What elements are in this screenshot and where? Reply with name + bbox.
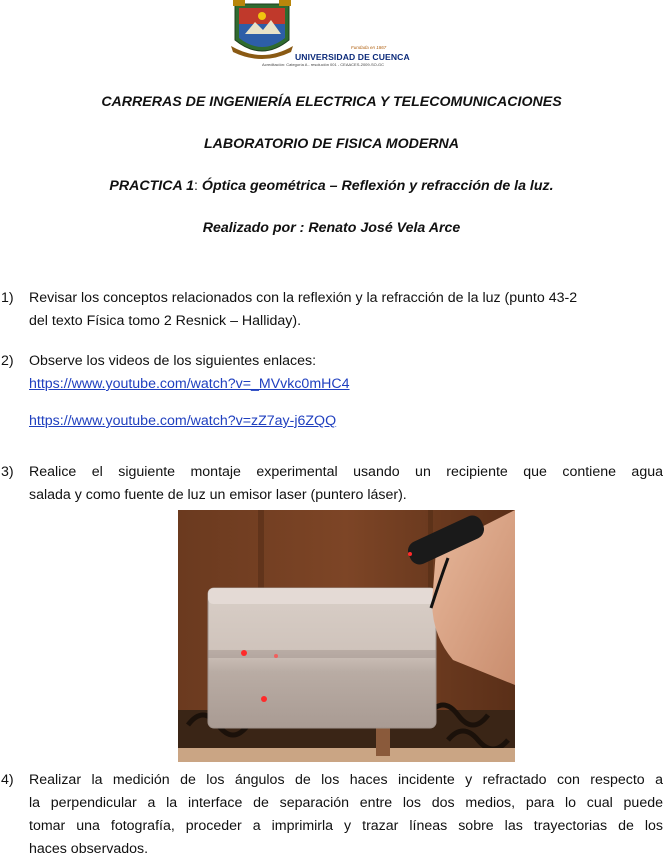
item-text-line: salada y como fuente de luz un emisor laser (puntero láser). <box>29 487 407 503</box>
item-number: 1) <box>1 290 14 306</box>
university-crest-icon <box>229 0 295 64</box>
video-link-1[interactable]: https://www.youtube.com/watch?v=_MVvkc0mHC4 <box>29 376 350 392</box>
experiment-photo <box>178 510 515 762</box>
video-link-2[interactable]: https://www.youtube.com/watch?v=zZ7ay-j6ZQQ <box>29 413 337 429</box>
accreditation-text: Acreditación: Categoría A - resolución 001 - CEAACES-2009-SO-GC <box>262 62 385 67</box>
practice-title: Óptica geométrica – Reflexión y refracción de la luz. <box>197 178 554 194</box>
practice-heading <box>0 178 663 194</box>
founded-text: Fundada en 1867 <box>351 45 387 50</box>
author-heading: Realizado por : Renato José Vela Arce <box>202 220 461 236</box>
item-number: 4) <box>1 772 14 788</box>
university-logo <box>229 0 409 70</box>
careers-heading: CARRERAS DE INGENIERÍA ELECTRICA Y TELECOMUNICACIONES <box>101 94 562 110</box>
university-name: UNIVERSIDAD DE CUENCA <box>295 52 410 62</box>
practice-separator: : <box>194 178 198 194</box>
item-text-line: Revisar los conceptos relacionados con la reflexión y la refracción de la luz (punto 43-2 <box>29 290 578 306</box>
item-text-line: la perpendicular a la interface de separación entre los dos medios, para lo cual puede <box>29 795 663 811</box>
item-text-line: Realizar la medición de los ángulos de los haces incidente y refractado con respecto a <box>29 772 663 788</box>
lab-heading: LABORATORIO DE FISICA MODERNA <box>203 136 460 152</box>
item-number: 3) <box>1 464 14 480</box>
item-text-line: tomar una fotografía, proceder a imprimirla y trazar líneas sobre las trayectorias de los <box>29 818 663 834</box>
item-text-line: haces observados. <box>29 841 149 857</box>
item-text-line: Observe los videos de los siguientes enlaces: <box>29 353 317 369</box>
item-text-line: Realice el siguiente montaje experimental usando un recipiente que contiene agua <box>29 464 663 480</box>
item-number: 2) <box>1 353 14 369</box>
item-text-line: del texto Física tomo 2 Resnick – Halliday). <box>29 313 302 329</box>
practice-number: PRACTICA 1 <box>109 178 195 194</box>
